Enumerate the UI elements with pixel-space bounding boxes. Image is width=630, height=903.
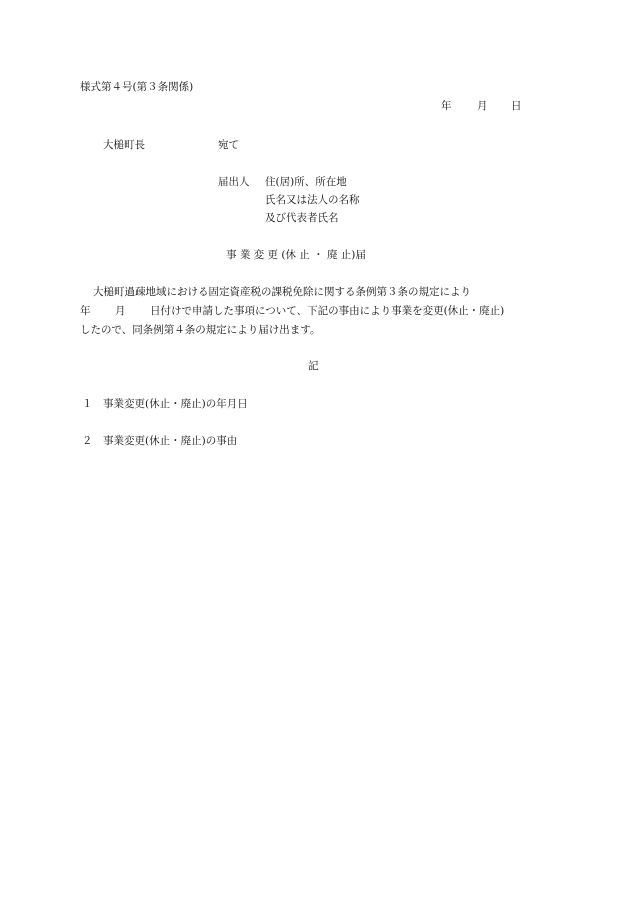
notifier-label: 届出人 (218, 176, 250, 188)
body-line-2-year: 年 (80, 305, 91, 317)
document-title: 事 業 変 更 (休 止 ・ 廃 止)届 (226, 249, 366, 261)
notifier-name-label: 氏名又は法人の名称 (265, 194, 360, 206)
item-2-text: 事業変更(休止・廃止)の事由 (103, 435, 238, 447)
item-1-text: 事業変更(休止・廃止)の年月日 (103, 398, 248, 410)
form-number: 様式第４号(第３条関係) (80, 81, 194, 93)
notifier-address-label: 住(居)所、所在地 (265, 176, 347, 188)
item-2-number: ２ (82, 435, 93, 447)
ki-heading: 記 (308, 360, 319, 372)
date-day-label: 日 (511, 100, 522, 112)
date-year-label: 年 (441, 100, 452, 112)
addressee-name: 大槌町長 (103, 139, 145, 151)
date-month-label: 月 (477, 100, 488, 112)
notifier-representative-label: 及び代表者氏名 (265, 212, 339, 224)
body-line-3: したので、同条例第４条の規定により届け出ます。 (80, 324, 321, 336)
addressee-suffix: 宛て (218, 139, 239, 151)
item-1-number: １ (82, 398, 93, 410)
body-line-2-rest: 日付けで申請した事項について、下記の事由により事業を変更(休止・廃止) (150, 305, 505, 317)
body-line-1: 大槌町過疎地域における固定資産税の課税免除に関する条例第３条の規定により (93, 286, 471, 298)
body-line-2-month: 月 (115, 305, 126, 317)
